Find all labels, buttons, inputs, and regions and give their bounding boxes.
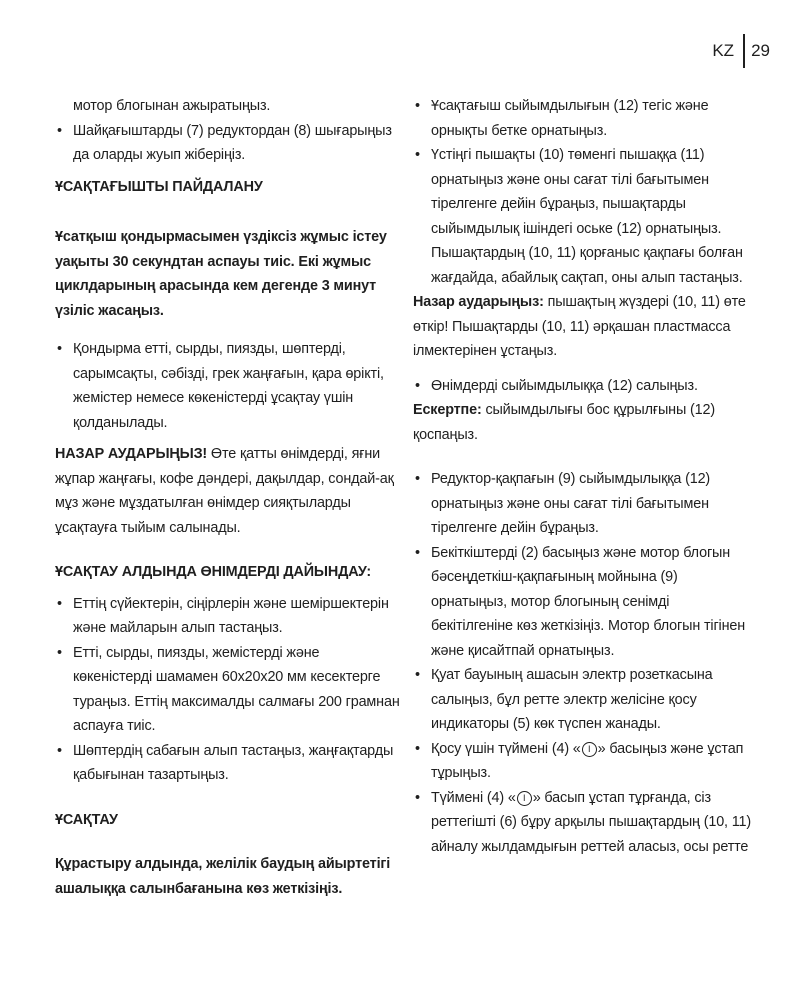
warning-operation-time: Ұсатқыш қондырмасымен үздіксіз жұмыс істеу уақыты 30 секундтан аспауы тиіс. Екі жұмыс циклдарының арасында кем дегенде 3 минут үзіліс жасаңыз. <box>55 229 387 319</box>
speed-text-end: » басып ұстап тұрғанда, сіз реттегішті (6) бұру арқылы пышақтардың (10, 11) айналу жылдамдығын реттей аласыз, осы ретте <box>431 789 752 855</box>
remark-text: сыйымдылығы бос құрылғыны (12) қоспаңыз. <box>413 402 715 443</box>
bullet-motor-latch: • Бекіткіштерді (2) басыңыз және мотор блогын бәсеңдеткіш-қақпағының мойнына (9) орнатыңыз, мотор блогының сенімді бекітілгеніне көз жеткізіңіз. Мотор блогын тігінен және қисайтпай орнатыңыз. <box>413 541 755 664</box>
attention-paragraph <box>55 442 400 540</box>
switch-on-text-end: » басыңыз және ұстап тұрыңыз. <box>431 740 744 781</box>
bullet-attachment-use: • Қондырма етті, сырды, пиязды, шөптерді, сарымсақты, сәбізді, грек жаңғағын, қара өрікті, жемістер немесе көкеністерді ұсақтау үшін қолданылады. <box>55 337 400 435</box>
page-number: 29 <box>751 41 770 60</box>
remark-label: Ескертпе: <box>413 402 482 418</box>
bullet-place-bowl: • Ұсақтағыш сыйымдылығын (12) тегіс және орнықты бетке орнатыңыз. <box>413 94 755 143</box>
power-symbol-icon: I <box>517 791 532 806</box>
bullet-add-food: • Өнімдерді сыйымдылыққа (12) салыңыз. <box>413 374 755 399</box>
speed-text-start: Түймені (4) « <box>431 789 516 806</box>
bullet-plug-in: • Қуат бауының ашасын электр розеткасына салыңыз, бұл ретте электр желісіне қосу индикаторы (5) көк түспен жанады. <box>413 663 755 737</box>
continued-bullet-text: мотор блогынан ажыратыңыз. <box>73 98 271 114</box>
right-column <box>413 94 755 859</box>
attention-text: Өте қатты өнімдерді, яғни жұпар жаңғағы, кофе дәндері, дақылдар, сондай-ақ мұз және мұздатылған өнімдер сияқтыларды ұсақтауға тыйым салынады. <box>55 446 394 536</box>
note-paragraph <box>413 290 755 364</box>
prep-bullet-item: • Еттің сүйектерін, сіңірлерін және шеміршектерін және майларын алып тастаңыз. <box>55 592 400 641</box>
header-divider <box>743 34 745 68</box>
page-header <box>712 34 770 68</box>
heading-using-chopper: ҰСАҚТАҒЫШТЫ ПАЙДАЛАНУ <box>55 178 263 195</box>
prep-bullet-list <box>55 592 400 788</box>
bullet-gear-lid: • Редуктор-қақпағын (9) сыйымдылыққа (12) орнатыңыз және оны сағат тілі бағытымен тірелгенге дейін бұраңыз. <box>413 467 755 541</box>
left-column <box>55 94 400 901</box>
warning-plug-check: Құрастыру алдында, желілік баудың айыртетігі ашалыққа салынбағанына көз жеткізіңіз. <box>55 856 391 897</box>
note-label: Назар аударыңыз: <box>413 294 544 310</box>
attention-label: НАЗАР АУДАРЫҢЫЗ! <box>55 446 208 462</box>
language-code: KZ <box>712 41 735 60</box>
remark-paragraph <box>413 398 755 447</box>
prep-bullet-item: • Шөптердің сабағын алып тастаңыз, жаңғақтарды қабығынан тазартыңыз. <box>55 739 400 788</box>
bullet-install-blades: • Үстіңгі пышақты (10) төменгі пышаққа (11) орнатыңыз және оны сағат тілі бағытымен тірелгенге дейін бұраңыз, пышақтарды сыйымдылық ішіндегі оське (12) орнатыңыз. Пышақтардың (10, 11) қорғаныс қақпағы болған жағдайда, абайлық сақтап, оны алып тастаңыз. <box>413 143 755 290</box>
prep-bullet-item: • Етті, сырды, пиязды, жемістерді және көкеністерді шамамен 60х20х20 мм кесектерге тураңыз. Еттің максималды салмағы 200 грамнан аспауға тиіс. <box>55 641 400 739</box>
bullet-speed-control <box>413 786 755 860</box>
heading-food-preparation: ҰСАҚТАУ АЛДЫНДА ӨНІМДЕРДІ ДАЙЫНДАУ: <box>55 564 371 580</box>
note-text: пышақтың жүздері (10, 11) өте өткір! Пышақтарды (10, 11) әрқашан пластмасса ілмектерінен ұстаңыз. <box>413 294 746 359</box>
bullet-remove-whisks: • Шайқағыштарды (7) редуктордан (8) шығарыңыз да оларды жуып жіберіңіз. <box>55 119 400 168</box>
switch-on-text-start: Қосу үшін түймені (4) « <box>431 740 581 757</box>
heading-chopping: ҰСАҚТАУ <box>55 811 118 828</box>
bullet-switch-on <box>413 737 755 786</box>
power-symbol-icon: I <box>582 742 597 757</box>
